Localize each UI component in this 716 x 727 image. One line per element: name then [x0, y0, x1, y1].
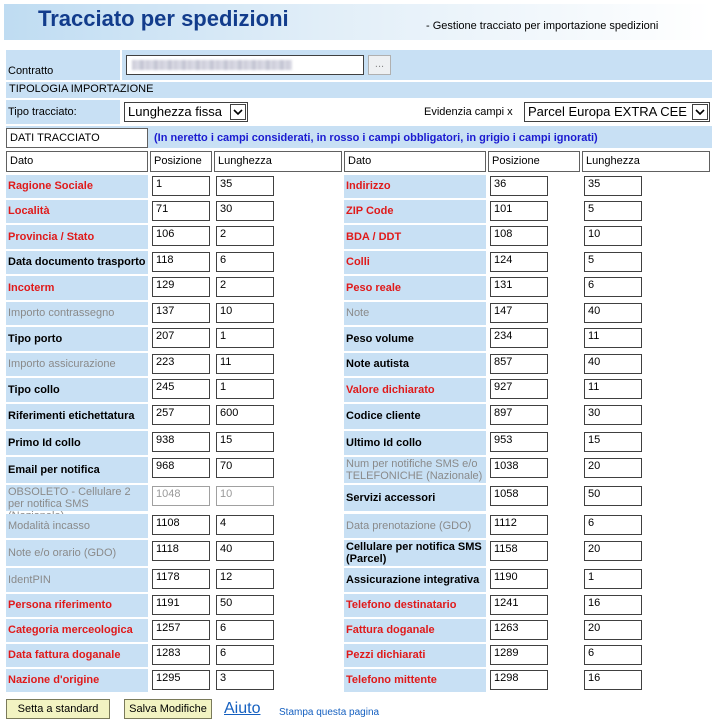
- posizione-input[interactable]: 1295: [152, 670, 210, 690]
- lunghezza-input[interactable]: 6: [216, 645, 274, 665]
- field-label: Cellulare per notifica SMS (Parcel): [346, 541, 482, 565]
- field-label: OBSOLETO - Cellulare 2 per notifica SMS: [8, 486, 131, 510]
- posizione-input[interactable]: 1289: [490, 645, 548, 665]
- field-label-cell: [344, 485, 486, 511]
- lunghezza-input[interactable]: 20: [584, 458, 642, 478]
- field-label-cell: [6, 200, 148, 223]
- page-subtitle: - Gestione tracciato per importazione spedizioni: [426, 20, 659, 32]
- field-label-cell: [6, 378, 148, 402]
- evidenzia-label-cell: [422, 100, 522, 124]
- field-label: Primo Id collo: [8, 436, 81, 449]
- dati-section-label: DATI TRACCIATO: [10, 132, 100, 144]
- tipo-tracciato-label-cell: [6, 100, 120, 124]
- field-label: Categoria merceologica: [8, 624, 133, 636]
- field-label: Ultimo Id collo: [346, 436, 422, 449]
- lunghezza-input[interactable]: 40: [584, 354, 642, 374]
- posizione-input[interactable]: 245: [152, 379, 210, 399]
- evidenzia-select[interactable]: [524, 102, 710, 122]
- col-header-posizione-left: Posizione: [150, 151, 212, 172]
- posizione-input[interactable]: 131: [490, 277, 548, 297]
- lunghezza-input[interactable]: 40: [216, 541, 274, 561]
- posizione-input[interactable]: 108: [490, 226, 548, 246]
- field-label: Data prenotazione (GDO): [346, 519, 472, 532]
- field-label-cell: [344, 644, 486, 667]
- field-label-cell: [6, 514, 148, 538]
- lunghezza-input[interactable]: 4: [216, 515, 274, 535]
- lunghezza-input[interactable]: 11: [216, 354, 274, 374]
- field-label-cell: [344, 669, 486, 692]
- contratto-label: Contratto: [8, 65, 54, 77]
- lunghezza-input[interactable]: 16: [584, 670, 642, 690]
- posizione-input[interactable]: 1257: [152, 620, 210, 640]
- field-label: Telefono destinatario: [346, 599, 457, 611]
- field-label-cell: [344, 225, 486, 249]
- posizione-input[interactable]: 1190: [490, 569, 548, 589]
- field-label-cell: [6, 225, 148, 249]
- field-label-cell: [6, 540, 148, 566]
- field-label-cell: [6, 175, 148, 198]
- lunghezza-input[interactable]: 35: [584, 176, 642, 196]
- evidenzia-value: Parcel Europa EXTRA CEE: [528, 104, 687, 119]
- col-header-lunghezza-left: Lunghezza: [214, 151, 342, 172]
- field-label-cell: [6, 404, 148, 429]
- posizione-input[interactable]: 137: [152, 303, 210, 323]
- field-label: Colli: [346, 256, 370, 268]
- field-label-cell: [6, 619, 148, 642]
- lunghezza-input[interactable]: 3: [216, 670, 274, 690]
- lunghezza-input[interactable]: 20: [584, 541, 642, 561]
- posizione-input[interactable]: 1: [152, 176, 210, 196]
- lunghezza-input[interactable]: 2: [216, 226, 274, 246]
- lunghezza-input[interactable]: 16: [584, 595, 642, 615]
- field-label-cell: [6, 302, 148, 325]
- legend-text: (In neretto i campi considerati, in rosso i campi obbligatori, in grigio i campi ignorati): [154, 132, 598, 144]
- field-label: Data documento trasporto: [8, 256, 146, 268]
- lunghezza-input[interactable]: 15: [216, 432, 274, 452]
- posizione-input[interactable]: 938: [152, 432, 210, 452]
- lunghezza-input[interactable]: 30: [216, 201, 274, 221]
- posizione-input[interactable]: 1241: [490, 595, 548, 615]
- field-label-cell: [344, 619, 486, 642]
- tipo-tracciato-select[interactable]: [124, 102, 248, 122]
- tipologia-section-label: TIPOLOGIA IMPORTAZIONE: [9, 83, 154, 95]
- posizione-input[interactable]: 968: [152, 458, 210, 478]
- field-label-cell: [344, 276, 486, 300]
- lunghezza-input[interactable]: 600: [216, 405, 274, 425]
- posizione-input[interactable]: 223: [152, 354, 210, 374]
- field-label: Ragione Sociale: [8, 180, 93, 192]
- field-label-cell: [6, 485, 148, 511]
- chevron-down-icon[interactable]: [692, 104, 708, 120]
- tipologia-section-header: [6, 82, 712, 98]
- lunghezza-input[interactable]: 6: [584, 645, 642, 665]
- field-label: BDA / DDT: [346, 230, 402, 243]
- field-label-cell: [6, 276, 148, 300]
- field-label-cell: [344, 404, 486, 429]
- lunghezza-input[interactable]: 10: [584, 226, 642, 246]
- field-label: Fattura doganale: [346, 624, 435, 636]
- field-label-cell: [344, 378, 486, 402]
- lunghezza-input[interactable]: 5: [584, 201, 642, 221]
- lunghezza-input[interactable]: 11: [584, 379, 642, 399]
- field-label-cell: [344, 327, 486, 351]
- field-label: Assicurazione integrativa: [346, 573, 480, 586]
- field-label: ZIP Code: [346, 205, 394, 217]
- tipo-tracciato-label: Tipo tracciato:: [8, 106, 77, 118]
- posizione-input[interactable]: 36: [490, 176, 548, 196]
- field-label-cell: [6, 669, 148, 692]
- field-label-cell: [344, 200, 486, 223]
- field-label-cell: [344, 431, 486, 455]
- contratto-value-redacted: [132, 60, 292, 70]
- posizione-input[interactable]: 234: [490, 328, 548, 348]
- dati-section-title-box: [6, 128, 148, 148]
- posizione-input[interactable]: 1263: [490, 620, 548, 640]
- posizione-input[interactable]: 1108: [152, 515, 210, 535]
- lunghezza-input[interactable]: 35: [216, 176, 274, 196]
- field-label: Nazione d'origine: [8, 674, 100, 686]
- lunghezza-input[interactable]: 5: [584, 252, 642, 272]
- posizione-input[interactable]: 1298: [490, 670, 548, 690]
- field-label: Modalità incasso: [8, 519, 90, 532]
- col-header-dato-left: Dato: [6, 151, 148, 172]
- lunghezza-input[interactable]: 1: [216, 328, 274, 348]
- field-label-cell: [6, 327, 148, 351]
- field-label-cell: [344, 251, 486, 274]
- posizione-input[interactable]: 207: [152, 328, 210, 348]
- field-label-cell: [6, 353, 148, 376]
- lunghezza-input[interactable]: 20: [584, 620, 642, 640]
- field-label: Importo assicurazione: [8, 358, 116, 370]
- field-label: Data fattura doganale: [8, 649, 121, 661]
- field-label-cell: [6, 644, 148, 667]
- evidenzia-label: Evidenzia campi x: [424, 106, 513, 118]
- lunghezza-input[interactable]: 12: [216, 569, 274, 589]
- field-label: Peso volume: [346, 332, 414, 345]
- field-label-cell: [6, 251, 148, 274]
- field-label: Note autista: [346, 358, 409, 370]
- posizione-input[interactable]: 124: [490, 252, 548, 272]
- lunghezza-input[interactable]: 40: [584, 303, 642, 323]
- field-label-cell: [344, 302, 486, 325]
- posizione-input[interactable]: 1048: [152, 486, 210, 506]
- posizione-input[interactable]: 953: [490, 432, 548, 452]
- posizione-input[interactable]: 1112: [490, 515, 548, 535]
- field-label-cell: [6, 594, 148, 617]
- posizione-input[interactable]: 71: [152, 201, 210, 221]
- posizione-input[interactable]: 106: [152, 226, 210, 246]
- field-label: Email per notifica: [8, 463, 100, 476]
- aiuto-link[interactable]: Aiuto: [224, 700, 261, 717]
- field-label: Tipo collo: [8, 383, 60, 396]
- field-label: Codice cliente: [346, 410, 421, 422]
- field-label-cell: [6, 431, 148, 455]
- field-label: Valore dichiarato: [346, 383, 435, 396]
- posizione-input[interactable]: 897: [490, 405, 548, 425]
- posizione-input[interactable]: 1038: [490, 458, 548, 478]
- lunghezza-input[interactable]: 50: [584, 486, 642, 506]
- posizione-input[interactable]: 857: [490, 354, 548, 374]
- lunghezza-input[interactable]: 10: [216, 303, 274, 323]
- posizione-input[interactable]: 1158: [490, 541, 548, 561]
- field-label-cell: [344, 540, 486, 566]
- posizione-input[interactable]: 1118: [152, 541, 210, 561]
- lunghezza-input[interactable]: 70: [216, 458, 274, 478]
- setta-standard-button[interactable]: Setta a standard: [6, 699, 110, 719]
- field-label: Provincia / Stato: [8, 230, 95, 243]
- col-header-posizione-right: Posizione: [488, 151, 580, 172]
- field-label: Persona riferimento: [8, 599, 112, 611]
- lunghezza-input[interactable]: 6: [216, 620, 274, 640]
- lunghezza-input[interactable]: 10: [216, 486, 274, 506]
- field-label: Num per notifiche SMS e/o TELEFONICHE (Nazionale): [346, 458, 483, 482]
- field-label: Incoterm: [8, 281, 55, 294]
- field-label-cell: [344, 514, 486, 538]
- field-label-cell: [6, 568, 148, 592]
- contratto-lookup-button[interactable]: ...: [368, 55, 391, 75]
- posizione-input[interactable]: 1191: [152, 595, 210, 615]
- posizione-input[interactable]: 101: [490, 201, 548, 221]
- field-label: Località: [8, 205, 50, 217]
- lunghezza-input[interactable]: 30: [584, 405, 642, 425]
- posizione-input[interactable]: 129: [152, 277, 210, 297]
- lunghezza-input[interactable]: 11: [584, 328, 642, 348]
- field-label: IdentPIN: [8, 573, 51, 586]
- posizione-input[interactable]: 147: [490, 303, 548, 323]
- field-label-cell: [344, 175, 486, 198]
- lunghezza-input[interactable]: 6: [584, 277, 642, 297]
- posizione-input[interactable]: 118: [152, 252, 210, 272]
- field-label: Peso reale: [346, 281, 402, 294]
- posizione-input[interactable]: 1283: [152, 645, 210, 665]
- chevron-down-icon[interactable]: [230, 104, 246, 120]
- field-label: Telefono mittente: [346, 674, 437, 686]
- lunghezza-input[interactable]: 2: [216, 277, 274, 297]
- posizione-input[interactable]: 1178: [152, 569, 210, 589]
- field-label-cell: [344, 457, 486, 483]
- lunghezza-input[interactable]: 6: [216, 252, 274, 272]
- field-label: Indirizzo: [346, 180, 391, 192]
- field-label-cell: [6, 457, 148, 483]
- lunghezza-input[interactable]: 15: [584, 432, 642, 452]
- page-title: Tracciato per spedizioni: [38, 6, 289, 31]
- field-label: Note: [346, 307, 370, 319]
- posizione-input[interactable]: 927: [490, 379, 548, 399]
- col-header-dato-right: Dato: [344, 151, 486, 172]
- field-label-cell: [344, 568, 486, 592]
- stampa-pagina-link[interactable]: Stampa questa pagina: [279, 707, 380, 718]
- field-label: Tipo porto: [8, 332, 63, 345]
- field-label-cell: [344, 353, 486, 376]
- field-label: Riferimenti etichettatura: [8, 410, 135, 422]
- posizione-input[interactable]: 257: [152, 405, 210, 425]
- posizione-input[interactable]: 1058: [490, 486, 548, 506]
- field-label: Importo contrassegno: [8, 307, 115, 319]
- lunghezza-input[interactable]: 50: [216, 595, 274, 615]
- field-label: Note e/o orario (GDO): [8, 546, 117, 559]
- tipo-tracciato-value: Lunghezza fissa: [128, 104, 222, 119]
- contratto-label-cell: [6, 50, 120, 80]
- lunghezza-input[interactable]: 1: [584, 569, 642, 589]
- lunghezza-input[interactable]: 1: [216, 379, 274, 399]
- salva-modifiche-button[interactable]: Salva Modifiche: [124, 699, 212, 719]
- field-label: Servizi accessori: [346, 491, 436, 504]
- field-label-cell: [344, 594, 486, 617]
- field-label: Pezzi dichiarati: [346, 649, 426, 661]
- lunghezza-input[interactable]: 6: [584, 515, 642, 535]
- col-header-lunghezza-right: Lunghezza: [582, 151, 710, 172]
